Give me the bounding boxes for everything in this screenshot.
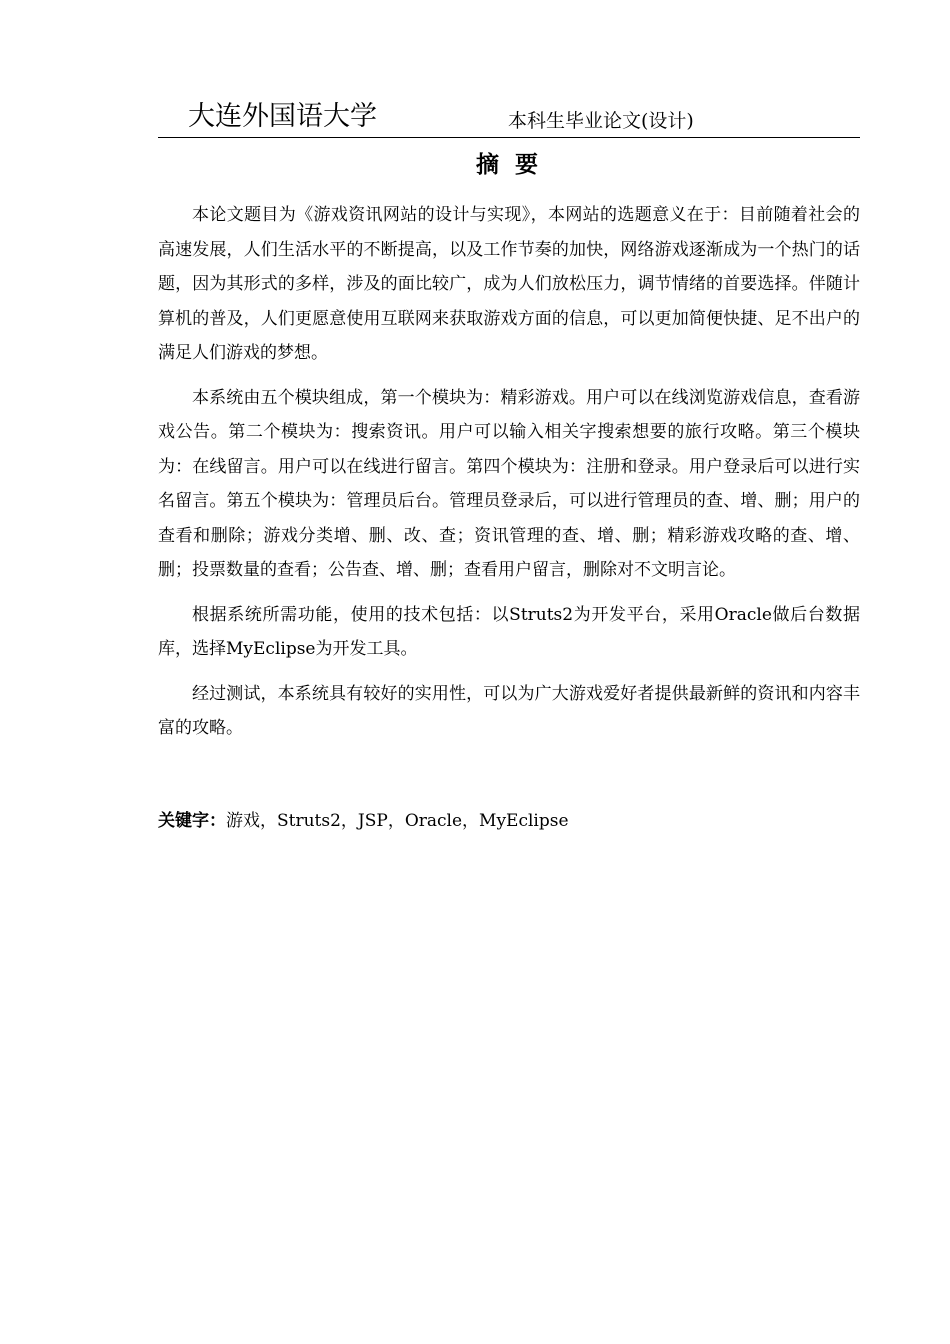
- page-header: [158, 96, 860, 138]
- keywords-value: 游戏，Struts2，JSP，Oracle，MyEclipse: [226, 811, 569, 831]
- abstract-paragraph-3: 根据系统所需功能，使用的技术包括：以Struts2为开发平台，采用Oracle做后台数据库，选择MyEclipse为开发工具。: [158, 604, 860, 659]
- header-document-type: 本科生毕业论文(设计): [508, 110, 694, 132]
- header-university-name: 大连外国语大学: [188, 101, 377, 132]
- keywords-line: [158, 806, 860, 836]
- abstract-paragraph-2: 本系统由五个模块组成，第一个模块为：精彩游戏。用户可以在线浏览游戏信息，查看游戏公告。第二个模块为：搜索资讯。用户可以输入相关字搜索想要的旅行攻略。第三个模块为：在线留言。用户可以在线进行留言。第四个模块为：注册和登录。用户登录后可以进行实名留言。第五个模块为：管理员后台。管理员登录后，可以进行管理员的查、增、删；用户的查看和删除；游戏分类增、删、改、查；资讯管理的查、增、删；精彩游戏攻略的查、增、删；投票数量的查看；公告查、增、删；查看用户留言，删除对不文明言论。: [158, 387, 860, 580]
- abstract-title: 摘 要: [475, 152, 542, 178]
- abstract-body: [158, 198, 860, 756]
- keywords-label: 关键字：: [158, 811, 226, 831]
- abstract-paragraph-1: 本论文题目为《游戏资讯网站的设计与实现》，本网站的选题意义在于：目前随着社会的高速发展，人们生活水平的不断提高，以及工作节奏的加快，网络游戏逐渐成为一个热门的话题，因为其形式的多样，涉及的面比较广，成为人们放松压力，调节情绪的首要选择。伴随计算机的普及，人们更愿意使用互联网来获取游戏方面的信息，可以更加简便快捷、足不出户的满足人们游戏的梦想。: [158, 205, 860, 363]
- abstract-paragraph-4: 经过测试，本系统具有较好的实用性，可以为广大游戏爱好者提供最新鲜的资讯和内容丰富的攻略。: [158, 683, 860, 738]
